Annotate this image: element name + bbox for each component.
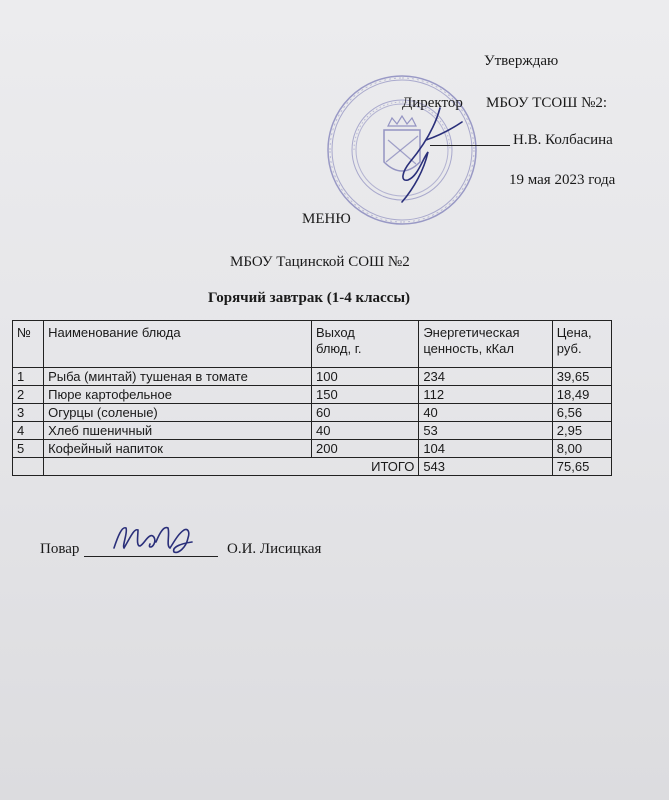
meal-subtitle: Горячий завтрак (1-4 классы) <box>208 290 411 306</box>
table-row <box>13 422 612 440</box>
table-row <box>13 368 612 386</box>
header-energy-line1: Энергетическая <box>423 325 520 340</box>
header-energy-line2: ценность, кКал <box>423 341 514 356</box>
row-price: 6,56 <box>552 404 611 422</box>
table-row <box>13 440 612 458</box>
row-energy: 112 <box>419 386 552 404</box>
row-yield: 60 <box>311 404 418 422</box>
header-num: № <box>13 321 44 368</box>
row-price: 2,95 <box>552 422 611 440</box>
table-row <box>13 386 612 404</box>
row-yield: 200 <box>311 440 418 458</box>
header-yield <box>311 321 418 368</box>
row-yield: 40 <box>311 422 418 440</box>
row-dish-name: Хлеб пшеничный <box>44 422 312 440</box>
approval-heading: Утверждаю <box>484 53 559 69</box>
row-num: 5 <box>13 440 44 458</box>
row-yield: 150 <box>311 386 418 404</box>
signature-line <box>430 145 510 146</box>
cook-name: О.И. Лисицкая <box>227 541 322 557</box>
row-energy: 40 <box>419 404 552 422</box>
row-dish-name: Пюре картофельное <box>44 386 312 404</box>
document-title: МЕНЮ <box>302 211 351 227</box>
row-energy: 53 <box>419 422 552 440</box>
row-energy: 104 <box>419 440 552 458</box>
total-label: ИТОГО <box>44 458 419 476</box>
total-empty-cell <box>13 458 44 476</box>
table-header-row <box>13 321 612 368</box>
director-signature <box>380 100 470 210</box>
table-row <box>13 404 612 422</box>
header-price-line2: руб. <box>556 341 582 356</box>
director-label: Директор <box>402 95 463 111</box>
row-num: 3 <box>13 404 44 422</box>
row-num: 2 <box>13 386 44 404</box>
row-price: 39,65 <box>552 368 611 386</box>
header-yield-line2: блюд, г. <box>315 341 362 356</box>
director-name: Н.В. Колбасина <box>513 132 613 148</box>
header-energy <box>419 321 552 368</box>
total-energy: 543 <box>419 458 552 476</box>
school-name: МБОУ Тацинской СОШ №2 <box>230 254 410 270</box>
row-yield: 100 <box>311 368 418 386</box>
header-price <box>552 321 611 368</box>
cook-label: Повар <box>40 541 80 557</box>
row-dish-name: Кофейный напиток <box>44 440 312 458</box>
header-yield-line1: Выход <box>315 325 355 340</box>
approval-date: 19 мая 2023 года <box>509 172 616 188</box>
row-dish-name: Рыба (минтай) тушеная в томате <box>44 368 312 386</box>
header-price-line1: Цена, <box>556 325 592 340</box>
approval-school: МБОУ ТСОШ №2: <box>486 95 608 111</box>
row-num: 1 <box>13 368 44 386</box>
row-dish-name: Огурцы (соленые) <box>44 404 312 422</box>
header-dish-name: Наименование блюда <box>44 321 312 368</box>
cook-signature <box>108 518 198 560</box>
row-energy: 234 <box>419 368 552 386</box>
table-total-row <box>13 458 612 476</box>
total-price: 75,65 <box>552 458 611 476</box>
row-price: 8,00 <box>552 440 611 458</box>
row-price: 18,49 <box>552 386 611 404</box>
menu-table <box>12 320 612 476</box>
row-num: 4 <box>13 422 44 440</box>
